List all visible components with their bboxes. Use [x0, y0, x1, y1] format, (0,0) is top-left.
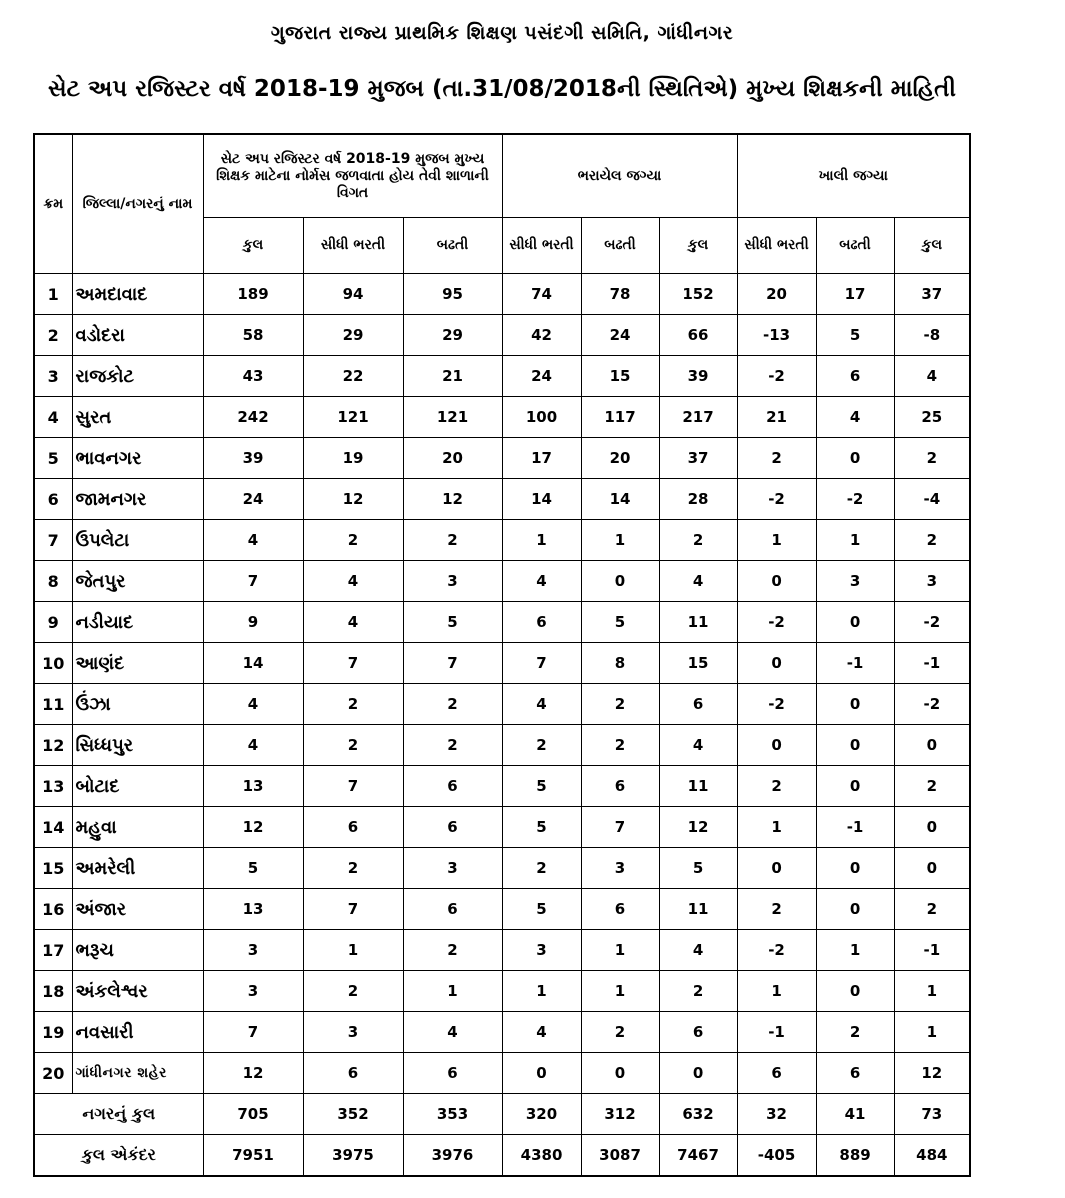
row-value-cell: -1 [816, 807, 894, 848]
row-value-cell: 2 [303, 684, 403, 725]
row-value-cell: 1 [502, 971, 581, 1012]
row-serial: 2 [34, 315, 72, 356]
row-value-cell: -2 [737, 684, 816, 725]
row-value-cell: 6 [816, 1053, 894, 1094]
head-teacher-table [33, 133, 971, 1177]
row-value-cell: 95 [403, 274, 502, 315]
row-value-cell: 2 [403, 520, 502, 561]
row-value-cell: -2 [894, 602, 970, 643]
row-value-cell: 9 [203, 602, 303, 643]
row-value-cell: 6 [303, 807, 403, 848]
row-value-cell: 4 [303, 602, 403, 643]
row-value-cell: 2 [303, 520, 403, 561]
row-value-cell: 21 [403, 356, 502, 397]
row-district-name: સિધ્ધપુર [72, 725, 203, 766]
row-value-cell: 5 [659, 848, 737, 889]
table-totals [34, 1094, 970, 1177]
row-value-cell: 74 [502, 274, 581, 315]
row-value-cell: 6 [659, 684, 737, 725]
row-district-name: બોટાદ [72, 766, 203, 807]
row-district-name: અંકલેશ્વર [72, 971, 203, 1012]
totals-value-cell: 632 [659, 1094, 737, 1135]
row-value-cell: 17 [816, 274, 894, 315]
row-value-cell: 1 [581, 930, 659, 971]
subheader-norms-total: કુલ [203, 218, 303, 274]
row-value-cell: 14 [203, 643, 303, 684]
row-district-name: આણંદ [72, 643, 203, 684]
row-serial: 18 [34, 971, 72, 1012]
row-value-cell: 12 [303, 479, 403, 520]
row-district-name: રાજકોટ [72, 356, 203, 397]
row-serial: 1 [34, 274, 72, 315]
row-value-cell: 29 [303, 315, 403, 356]
row-value-cell: 3 [403, 561, 502, 602]
totals-value-cell: 705 [203, 1094, 303, 1135]
row-value-cell: -1 [894, 930, 970, 971]
row-value-cell: 1 [303, 930, 403, 971]
row-value-cell: 0 [581, 1053, 659, 1094]
row-value-cell: -2 [737, 930, 816, 971]
row-value-cell: 2 [502, 725, 581, 766]
row-serial: 16 [34, 889, 72, 930]
row-value-cell: 152 [659, 274, 737, 315]
table-row [34, 889, 970, 930]
subheader-vacant-total: કુલ [894, 218, 970, 274]
row-value-cell: 1 [816, 930, 894, 971]
row-district-name: ગાંધીનગર શહેર [72, 1053, 203, 1094]
row-value-cell: 6 [403, 807, 502, 848]
row-value-cell: 0 [581, 561, 659, 602]
row-value-cell: 24 [502, 356, 581, 397]
table-row [34, 971, 970, 1012]
row-serial: 5 [34, 438, 72, 479]
table-row [34, 766, 970, 807]
row-value-cell: 22 [303, 356, 403, 397]
row-value-cell: 6 [403, 889, 502, 930]
row-value-cell: -4 [894, 479, 970, 520]
row-district-name: ઉપલેટા [72, 520, 203, 561]
row-value-cell: 6 [737, 1053, 816, 1094]
totals-row [34, 1094, 970, 1135]
table-row [34, 520, 970, 561]
row-district-name: સુરત [72, 397, 203, 438]
row-value-cell: 20 [737, 274, 816, 315]
row-value-cell: 6 [502, 602, 581, 643]
column-header-serial: ક્રમ [34, 134, 72, 274]
row-value-cell: 3 [203, 971, 303, 1012]
row-value-cell: 2 [894, 520, 970, 561]
row-value-cell: 0 [816, 684, 894, 725]
row-district-name: વડોદરા [72, 315, 203, 356]
row-value-cell: 7 [203, 561, 303, 602]
row-value-cell: 0 [894, 807, 970, 848]
row-value-cell: 4 [303, 561, 403, 602]
row-value-cell: 1 [894, 1012, 970, 1053]
totals-value-cell: 320 [502, 1094, 581, 1135]
row-value-cell: 13 [203, 766, 303, 807]
row-value-cell: 29 [403, 315, 502, 356]
row-value-cell: 3 [502, 930, 581, 971]
row-value-cell: 3 [581, 848, 659, 889]
row-value-cell: 0 [816, 766, 894, 807]
row-serial: 15 [34, 848, 72, 889]
row-value-cell: 2 [659, 520, 737, 561]
row-value-cell: 121 [403, 397, 502, 438]
row-value-cell: 12 [403, 479, 502, 520]
row-serial: 20 [34, 1053, 72, 1094]
row-value-cell: 2 [816, 1012, 894, 1053]
totals-value-cell: -405 [737, 1135, 816, 1177]
row-value-cell: 6 [403, 766, 502, 807]
totals-value-cell: 3976 [403, 1135, 502, 1177]
row-value-cell: 66 [659, 315, 737, 356]
row-value-cell: 5 [502, 807, 581, 848]
row-serial: 17 [34, 930, 72, 971]
row-district-name: જેતપુર [72, 561, 203, 602]
row-value-cell: 6 [816, 356, 894, 397]
table-row [34, 807, 970, 848]
table-row [34, 848, 970, 889]
row-value-cell: 0 [816, 438, 894, 479]
row-value-cell: 7 [502, 643, 581, 684]
row-value-cell: 25 [894, 397, 970, 438]
row-value-cell: 11 [659, 602, 737, 643]
row-value-cell: 37 [894, 274, 970, 315]
totals-value-cell: 889 [816, 1135, 894, 1177]
totals-value-cell: 352 [303, 1094, 403, 1135]
totals-row [34, 1135, 970, 1177]
row-value-cell: 3 [403, 848, 502, 889]
row-value-cell: 1 [502, 520, 581, 561]
table-row [34, 561, 970, 602]
row-value-cell: 6 [581, 889, 659, 930]
row-district-name: ઉંઝા [72, 684, 203, 725]
row-value-cell: 0 [737, 643, 816, 684]
row-value-cell: 11 [659, 889, 737, 930]
row-value-cell: 2 [303, 848, 403, 889]
row-value-cell: -1 [737, 1012, 816, 1053]
totals-value-cell: 3087 [581, 1135, 659, 1177]
table-row [34, 602, 970, 643]
subheader-filled-promotion: બઢતી [581, 218, 659, 274]
row-value-cell: 4 [502, 561, 581, 602]
row-value-cell: 2 [581, 684, 659, 725]
row-value-cell: 4 [816, 397, 894, 438]
row-value-cell: 0 [502, 1053, 581, 1094]
row-value-cell: 6 [303, 1053, 403, 1094]
row-serial: 8 [34, 561, 72, 602]
row-value-cell: 3 [816, 561, 894, 602]
row-value-cell: 7 [303, 643, 403, 684]
row-value-cell: 242 [203, 397, 303, 438]
row-value-cell: 37 [659, 438, 737, 479]
row-value-cell: 2 [581, 1012, 659, 1053]
row-value-cell: 2 [403, 725, 502, 766]
row-value-cell: 0 [737, 725, 816, 766]
row-value-cell: 15 [659, 643, 737, 684]
row-value-cell: 117 [581, 397, 659, 438]
row-value-cell: -1 [894, 643, 970, 684]
row-value-cell: 12 [203, 807, 303, 848]
table-row [34, 684, 970, 725]
row-value-cell: 0 [816, 725, 894, 766]
row-value-cell: -2 [816, 479, 894, 520]
totals-value-cell: 73 [894, 1094, 970, 1135]
totals-value-cell: 41 [816, 1094, 894, 1135]
row-value-cell: 58 [203, 315, 303, 356]
totals-value-cell: 3975 [303, 1135, 403, 1177]
subheader-filled-direct: સીધી ભરતી [502, 218, 581, 274]
table-row [34, 930, 970, 971]
row-value-cell: 78 [581, 274, 659, 315]
row-value-cell: 15 [581, 356, 659, 397]
row-value-cell: 4 [894, 356, 970, 397]
table-row [34, 397, 970, 438]
subheader-filled-total: કુલ [659, 218, 737, 274]
row-district-name: મહુવા [72, 807, 203, 848]
table-row [34, 1053, 970, 1094]
row-value-cell: 21 [737, 397, 816, 438]
row-serial: 11 [34, 684, 72, 725]
row-district-name: ભાવનગર [72, 438, 203, 479]
totals-value-cell: 4380 [502, 1135, 581, 1177]
row-value-cell: 4 [203, 725, 303, 766]
row-value-cell: -1 [816, 643, 894, 684]
totals-label: નગરનું કુલ [34, 1094, 203, 1135]
column-header-district: જિલ્લા/નગરનું નામ [72, 134, 203, 274]
row-value-cell: 7 [403, 643, 502, 684]
row-value-cell: 0 [894, 848, 970, 889]
table-row [34, 356, 970, 397]
row-value-cell: 13 [203, 889, 303, 930]
table-row [34, 274, 970, 315]
row-value-cell: 217 [659, 397, 737, 438]
row-value-cell: 6 [403, 1053, 502, 1094]
row-serial: 10 [34, 643, 72, 684]
row-value-cell: 14 [502, 479, 581, 520]
row-value-cell: 0 [737, 848, 816, 889]
row-value-cell: 0 [816, 848, 894, 889]
row-value-cell: 2 [894, 766, 970, 807]
row-value-cell: 1 [894, 971, 970, 1012]
row-value-cell: 5 [502, 766, 581, 807]
row-value-cell: 2 [303, 971, 403, 1012]
row-value-cell: 1 [737, 807, 816, 848]
row-value-cell: 12 [659, 807, 737, 848]
row-value-cell: 189 [203, 274, 303, 315]
row-value-cell: 3 [203, 930, 303, 971]
row-serial: 4 [34, 397, 72, 438]
row-value-cell: 43 [203, 356, 303, 397]
row-value-cell: 6 [581, 766, 659, 807]
row-value-cell: 7 [303, 889, 403, 930]
row-value-cell: 5 [502, 889, 581, 930]
subheader-vacant-direct: સીધી ભરતી [737, 218, 816, 274]
row-serial: 7 [34, 520, 72, 561]
row-value-cell: 19 [303, 438, 403, 479]
row-serial: 14 [34, 807, 72, 848]
row-serial: 9 [34, 602, 72, 643]
row-value-cell: 2 [894, 438, 970, 479]
row-district-name: અંજાર [72, 889, 203, 930]
row-district-name: ભરૂચ [72, 930, 203, 971]
row-value-cell: 42 [502, 315, 581, 356]
row-value-cell: 24 [581, 315, 659, 356]
table-body [34, 274, 970, 1094]
row-value-cell: 1 [816, 520, 894, 561]
row-value-cell: 0 [894, 725, 970, 766]
row-value-cell: 7 [581, 807, 659, 848]
row-serial: 13 [34, 766, 72, 807]
row-value-cell: 2 [581, 725, 659, 766]
table-row [34, 315, 970, 356]
row-value-cell: -13 [737, 315, 816, 356]
subheader-vacant-promotion: બઢતી [816, 218, 894, 274]
page-title: સેટ અપ રજિસ્ટર વર્ષ 2018-19 મુજબ (તા.31/08/2018ની સ્થિતિએ) મુખ્ય શિક્ષકની માહિતી [48, 76, 956, 102]
row-value-cell: 1 [581, 971, 659, 1012]
table-row [34, 725, 970, 766]
row-value-cell: -2 [737, 356, 816, 397]
organization-name: ગુજરાત રાજ્ય પ્રાથમિક શિક્ષણ પસંદગી સમિતિ, ગાંધીનગર [270, 22, 734, 44]
row-value-cell: 2 [659, 971, 737, 1012]
group-header-norms: સેટ અપ રજિસ્ટર વર્ષ 2018-19 મુજબ મુખ્ય શિક્ષક માટેના નોર્મસ જળવાતા હોય તેવી શાળાની વિગત [203, 134, 502, 218]
group-header-filled: ભરાયેલ જગ્યા [502, 134, 737, 218]
row-value-cell: 1 [737, 971, 816, 1012]
totals-value-cell: 7951 [203, 1135, 303, 1177]
row-value-cell: 0 [816, 971, 894, 1012]
row-value-cell: 4 [659, 561, 737, 602]
row-value-cell: 11 [659, 766, 737, 807]
table-row [34, 479, 970, 520]
row-value-cell: 5 [203, 848, 303, 889]
row-value-cell: 4 [659, 725, 737, 766]
row-value-cell: 94 [303, 274, 403, 315]
row-serial: 12 [34, 725, 72, 766]
row-value-cell: 2 [894, 889, 970, 930]
row-value-cell: 4 [502, 684, 581, 725]
row-value-cell: 28 [659, 479, 737, 520]
row-serial: 6 [34, 479, 72, 520]
row-value-cell: 12 [203, 1053, 303, 1094]
row-serial: 19 [34, 1012, 72, 1053]
row-value-cell: 0 [816, 889, 894, 930]
row-value-cell: 14 [581, 479, 659, 520]
row-value-cell: 1 [403, 971, 502, 1012]
row-value-cell: 0 [816, 602, 894, 643]
totals-value-cell: 312 [581, 1094, 659, 1135]
row-value-cell: -2 [737, 479, 816, 520]
row-value-cell: 4 [403, 1012, 502, 1053]
row-value-cell: 100 [502, 397, 581, 438]
row-value-cell: 2 [737, 438, 816, 479]
row-value-cell: -2 [737, 602, 816, 643]
row-value-cell: 121 [303, 397, 403, 438]
subheader-norms-direct: સીધી ભરતી [303, 218, 403, 274]
row-district-name: જામનગર [72, 479, 203, 520]
subheader-norms-promotion: બઢતી [403, 218, 502, 274]
row-district-name: અમરેલી [72, 848, 203, 889]
row-value-cell: 0 [659, 1053, 737, 1094]
row-district-name: નવસારી [72, 1012, 203, 1053]
row-value-cell: 4 [502, 1012, 581, 1053]
row-value-cell: 2 [303, 725, 403, 766]
row-value-cell: 2 [502, 848, 581, 889]
row-value-cell: 2 [737, 889, 816, 930]
table-row [34, 643, 970, 684]
row-value-cell: 8 [581, 643, 659, 684]
row-value-cell: 4 [203, 520, 303, 561]
row-serial: 3 [34, 356, 72, 397]
row-value-cell: 17 [502, 438, 581, 479]
table-row [34, 1012, 970, 1053]
row-value-cell: 39 [203, 438, 303, 479]
row-value-cell: 2 [403, 684, 502, 725]
totals-value-cell: 7467 [659, 1135, 737, 1177]
row-value-cell: 24 [203, 479, 303, 520]
totals-value-cell: 484 [894, 1135, 970, 1177]
row-value-cell: 6 [659, 1012, 737, 1053]
totals-value-cell: 353 [403, 1094, 502, 1135]
row-value-cell: 12 [894, 1053, 970, 1094]
row-value-cell: 39 [659, 356, 737, 397]
row-value-cell: 5 [403, 602, 502, 643]
row-value-cell: 7 [203, 1012, 303, 1053]
row-value-cell: 20 [581, 438, 659, 479]
group-header-vacant: ખાલી જગ્યા [737, 134, 970, 218]
row-value-cell: 4 [659, 930, 737, 971]
row-district-name: અમદાવાદ [72, 274, 203, 315]
row-value-cell: 1 [581, 520, 659, 561]
row-value-cell: -2 [894, 684, 970, 725]
row-value-cell: 2 [403, 930, 502, 971]
totals-value-cell: 32 [737, 1094, 816, 1135]
row-value-cell: 5 [816, 315, 894, 356]
row-value-cell: 3 [303, 1012, 403, 1053]
row-district-name: નડીયાદ [72, 602, 203, 643]
row-value-cell: 2 [737, 766, 816, 807]
row-value-cell: 7 [303, 766, 403, 807]
row-value-cell: 4 [203, 684, 303, 725]
row-value-cell: -8 [894, 315, 970, 356]
row-value-cell: 0 [737, 561, 816, 602]
row-value-cell: 1 [737, 520, 816, 561]
table-row [34, 438, 970, 479]
row-value-cell: 20 [403, 438, 502, 479]
row-value-cell: 5 [581, 602, 659, 643]
row-value-cell: 3 [894, 561, 970, 602]
totals-label: કુલ એકંદર [34, 1135, 203, 1177]
